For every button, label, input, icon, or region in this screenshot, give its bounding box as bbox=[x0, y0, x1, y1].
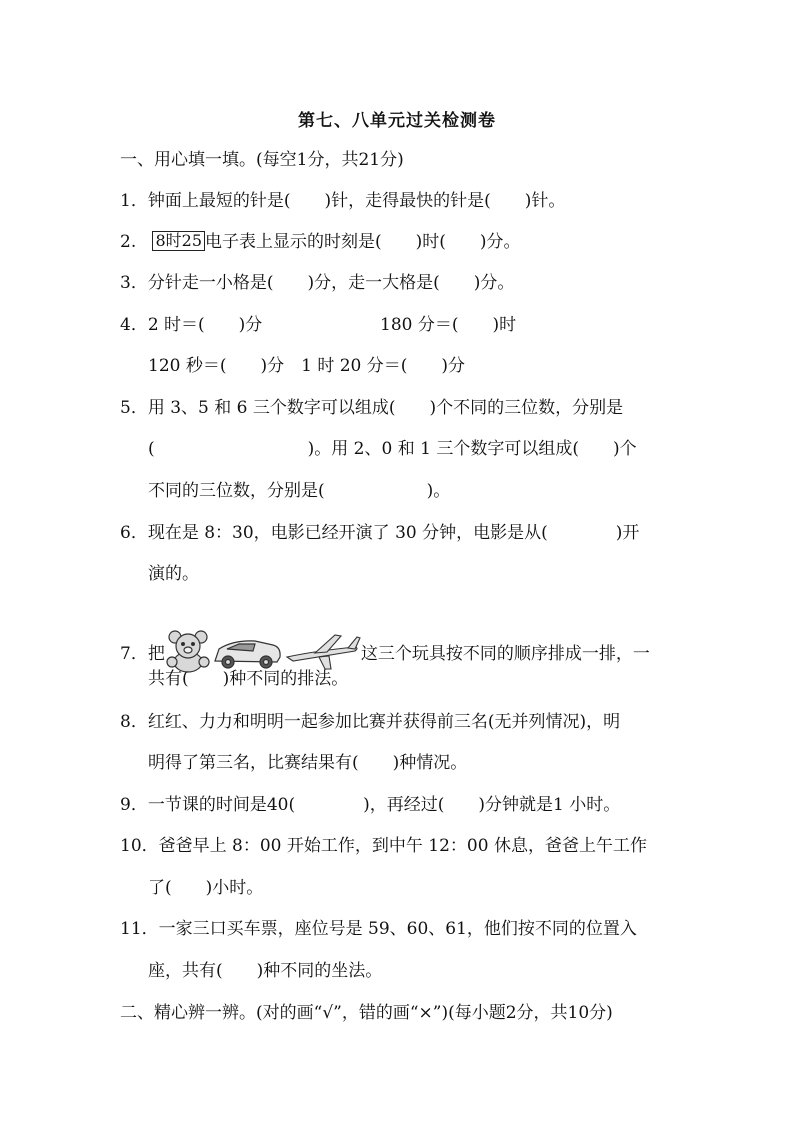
digital-clock-display: 8时25 bbox=[152, 231, 205, 251]
question-11-line-2: 座，共有( )种不同的坐法。 bbox=[148, 961, 383, 981]
question-3: 3．分针走一小格是( )分，走一大格是( )分。 bbox=[120, 273, 515, 293]
page-title: 第七、八单元过关检测卷 bbox=[298, 111, 496, 131]
question-2-number: 2. bbox=[120, 232, 137, 252]
question-5-line-1: 5．用 3、5 和 6 三个数字可以组成( )个不同的三位数，分别是 bbox=[120, 398, 624, 418]
question-5-line-2: ( )。用 2、0 和 1 三个数字可以组成( )个 bbox=[148, 439, 637, 459]
question-10-line-2: 了( )小时。 bbox=[148, 878, 264, 898]
section-1-heading: 一、用心填一填。(每空1分，共21分) bbox=[120, 150, 404, 170]
question-11-line-1: 11．一家三口买车票，座位号是 59、60、61，他们按不同的位置入 bbox=[120, 919, 637, 939]
question-8-line-1: 8．红红、力力和明明一起参加比赛并获得前三名(无并列情况)，明 bbox=[120, 712, 621, 732]
question-6-line-1: 6．现在是 8：30，电影已经开演了 30 分钟，电影是从( )开 bbox=[120, 523, 640, 543]
question-4a: 4．2 时＝( )分 bbox=[120, 315, 263, 335]
airplane-icon bbox=[287, 635, 360, 669]
question-7-line-2: 共有( )种不同的排法。 bbox=[148, 669, 349, 689]
question-4c: 120 秒＝( )分 1 时 20 分＝( )分 bbox=[148, 356, 466, 376]
question-2-text: 电子表上显示的时刻是( )时( )分。 bbox=[205, 232, 521, 252]
question-1: 1．钟面上最短的针是( )针，走得最快的针是( )针。 bbox=[120, 191, 566, 211]
question-2 bbox=[120, 230, 521, 254]
question-9: 9．一节课的时间是40( )，再经过( )分钟就是1 小时。 bbox=[120, 795, 621, 815]
teddy-bear-icon bbox=[167, 631, 209, 672]
question-7-suffix: 这三个玩具按不同的顺序排成一排，一 bbox=[360, 644, 650, 664]
section-2-heading: 二、精心辨一辨。(对的画“√”，错的画“×”)(每小题2分，共10分) bbox=[120, 1003, 613, 1023]
question-8-line-2: 明得了第三名，比赛结果有( )种情况。 bbox=[148, 753, 468, 773]
question-6-line-2: 演的。 bbox=[148, 564, 199, 584]
question-7-prefix: 7．把 bbox=[120, 644, 165, 664]
question-4b: 180 分＝( )时 bbox=[380, 315, 517, 335]
toy-car-icon bbox=[215, 641, 280, 668]
question-10-line-1: 10．爸爸早上 8：00 开始工作，到中午 12：00 休息，爸爸上午工作 bbox=[120, 836, 647, 856]
question-5-line-3: 不同的三位数，分别是( )。 bbox=[148, 481, 451, 501]
